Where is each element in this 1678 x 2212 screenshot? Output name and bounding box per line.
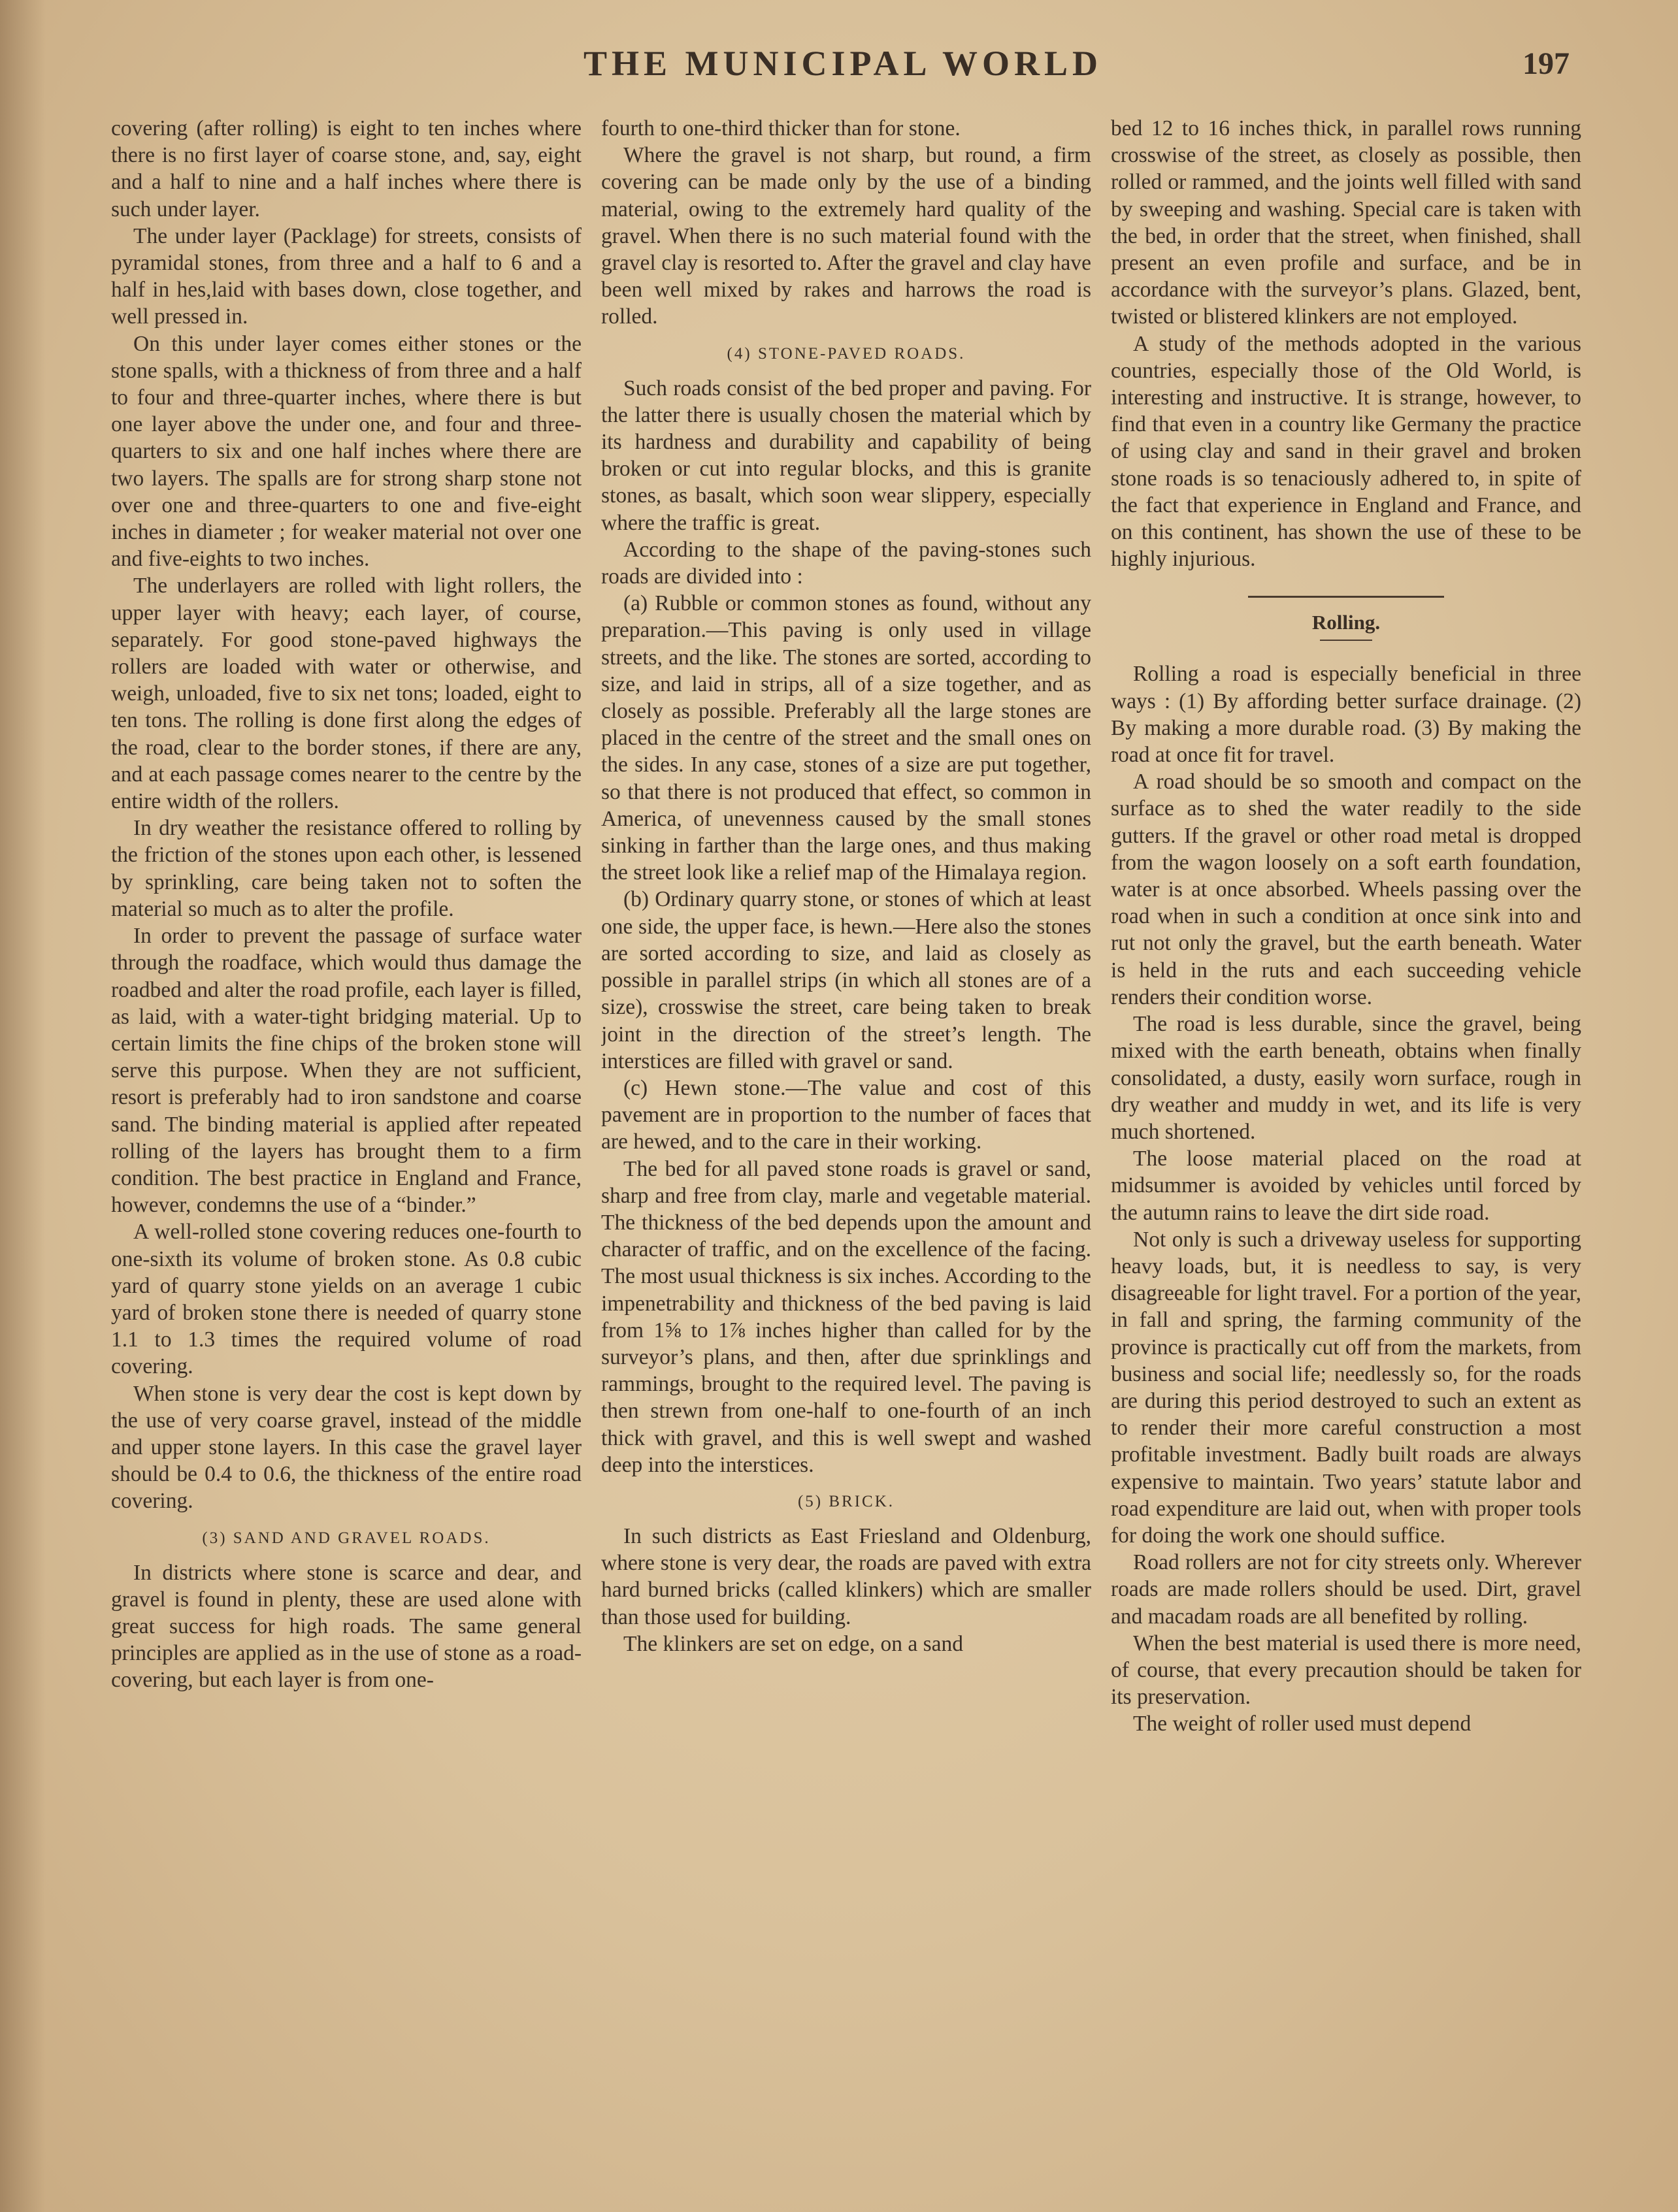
paragraph: covering (after rolling) is eight to ten inches where there is no first layer of coarse stone, and, say, eight and a half to nine and a half inches where there is such under layer. bbox=[111, 116, 582, 221]
paragraph: When stone is very dear the cost is kept down by the use of very coarse gravel, instead of the middle and upper stone layers. In this case the gravel layer should be 0.4 to 0.6, the thickness of the entire road covering. bbox=[111, 1381, 582, 1514]
paragraph: Road rollers are not for city streets only. Wherever roads are made rollers should be used. Dirt, gravel and macadam roads are all benefited by rolling. bbox=[1111, 1550, 1581, 1629]
paragraph: The loose material placed on the road at midsummer is avoided by vehicles until forced by the autumn rains to leave the dirt side road. bbox=[1111, 1147, 1581, 1225]
heading-underline bbox=[1320, 640, 1372, 641]
paragraph: (c) Hewn stone.—The value and cost of this pavement are in proportion to the number of faces that are hewed, and to the care in their working. bbox=[601, 1075, 1091, 1154]
section-divider bbox=[1248, 596, 1444, 598]
paragraph: When the best material is used there is more need, of course, that every precaution should be taken for its preservation. bbox=[1111, 1631, 1581, 1710]
paragraph: bed 12 to 16 inches thick, in parallel rows running crosswise of the street, as closely as possible, then rolled or rammed, and the joints well filled with sand by sweeping and washing. Special care is taken with the bed, in order that the street, when finished, shall present an even profile and surface, and be in accordance with the surveyor’s plans. Glazed, bent, twisted or blistered klinkers are not employed. bbox=[1111, 116, 1581, 329]
section-heading-rolling: Rolling. bbox=[1311, 611, 1381, 634]
paragraph: On this under layer comes either stones or the stone spalls, with a thickness of from three and a half to four and three-quarter inches, where there is but one layer above the under one, and four and three-quarters to six and one half inches where there are two layers. The spalls are for strong sharp stone not over one and three-quarters to one and five-eight inches in diameter ; for weaker material not over one and five-eights to two inches. bbox=[111, 331, 582, 572]
paragraph: The weight of roller used must depend bbox=[1133, 1712, 1472, 1736]
paragraph: The road is less durable, since the gravel, being mixed with the earth beneath, obtains when finally consolidated, a dusty, easily worn surface, rough in dry weather and muddy in wet, and its life is very much shortened. bbox=[1111, 1012, 1581, 1144]
paragraph: In districts where stone is scarce and dear, and gravel is found in plenty, these are used alone with great success for high roads. The same general principles are applied as in the use of stone as a road-covering, but each layer is from one- bbox=[111, 1560, 582, 1693]
column-3 bbox=[1111, 115, 1581, 2173]
paragraph: The underlayers are rolled with light rollers, the upper layer with heavy; each layer, of course, separately. For good stone-paved highways the rollers are loaded with water or otherwise, and weigh, unloaded, five to six net tons; loaded, eight to ten tons. The rolling is done first along the edges of the road, clear to the border stones, if there are any, and at each passage comes nearer to the centre by the entire width of the rollers. bbox=[111, 574, 582, 814]
publication-title: THE MUNICIPAL WORLD bbox=[583, 44, 1103, 83]
column-2 bbox=[601, 115, 1091, 2173]
paragraph: Where the gravel is not sharp, but round, a firm covering can be made only by the use of a binding material, owing to the extremely hard quality of the gravel. When there is no such material found with the gravel clay is resorted to. After the gravel and clay have been well mixed by rakes and harrows the road is rolled. bbox=[601, 143, 1091, 329]
paragraph: fourth to one-third thicker than for stone. bbox=[601, 116, 961, 140]
paragraph: Not only is such a driveway useless for supporting heavy loads, but, it is needless to say, is very disagreeable for light travel. For a portion of the year, in fall and spring, the farming community of the province is practically cut off from the markets, from business and social life; needlessly so, for the roads are during this period destroyed to such an extent as to render their more careful construction a most profitable investment. Badly built roads are always expensive to maintain. Two years’ statute labor and road expenditure are laid out, when with proper tools for doing the work one should suffice. bbox=[1111, 1227, 1581, 1548]
paragraph: According to the shape of the paving-stones such roads are divided into : bbox=[601, 537, 1091, 589]
section-heading-brick: (5) BRICK. bbox=[797, 1492, 895, 1510]
paragraph: (b) Ordinary quarry stone, or stones of which at least one side, the upper face, is hewn.—Here also the stones are sorted according to size, and laid as closely as possible in parallel strips (in which all stones are of a size), crosswise the street, care being taken to break joint in the direction of the street’s length. The interstices are filled with gravel or sand. bbox=[601, 887, 1091, 1073]
paragraph: A well-rolled stone covering reduces one-fourth to one-sixth its volume of broken stone. As 0.8 cubic yard of quarry stone yields on an average 1 cubic yard of broken stone there is needed of quarry stone 1.1 to 1.3 times the required volume of road covering. bbox=[111, 1220, 582, 1379]
paragraph: In dry weather the resistance offered to rolling by the friction of the stones upon each other, is lessened by sprinkling, care being taken not to soften the material so much as to alter the profile. bbox=[111, 816, 582, 921]
paragraph: A road should be so smooth and compact on the surface as to shed the water readily to the side gutters. If the gravel or other road metal is dropped from the wagon loosely on a soft earth foundation, water is at once absorbed. Wheels passing over the road when in such a condition at once sink into and rut not only the gravel, but the earth beneath. Water is held in the ruts and each succeeding vehicle renders their condition worse. bbox=[1111, 770, 1581, 1009]
page-number: 197 bbox=[1522, 46, 1570, 81]
paragraph: In such districts as East Friesland and Oldenburg, where stone is very dear, the roads are paved with extra hard burned bricks (called klinkers) which are smaller than those used for building. bbox=[601, 1523, 1091, 1629]
paragraph: The under layer (Packlage) for streets, consists of pyramidal stones, from three and a half to 6 and a half in hes,laid with bases down, close together, and well pressed in. bbox=[111, 223, 582, 329]
section-heading-stone-paved-roads: (4) STONE-PAVED ROADS. bbox=[727, 344, 966, 363]
section-heading-sand-gravel-roads: (3) SAND AND GRAVEL ROADS. bbox=[202, 1529, 491, 1547]
page-header bbox=[0, 39, 1678, 91]
paragraph: A study of the methods adopted in the various countries, especially those of the Old World, is interesting and instructive. It is strange, however, to find that even in a country like Germany the practice of using clay and sand in their gravel and broken stone roads is so tenaciously adhered to, in spite of the fact that experience in England and France, and on this continent, has shown the use of these to be highly injurious. bbox=[1111, 331, 1581, 572]
paragraph: In order to prevent the passage of surface water through the roadface, which would thus damage the roadbed and alter the road profile, each layer is filled, as laid, with a water-tight bridging material. Up to certain limits the fine chips of the broken stone will serve this purpose. When they are not sufficient, resort is preferably had to iron sandstone and coarse sand. The binding material is applied after repeated rolling of the layers has brought them to a firm condition. The best practice in England and France, however, condemns the use of a “binder.” bbox=[111, 924, 582, 1218]
page-edge-shadow bbox=[0, 0, 46, 2212]
column-1 bbox=[111, 115, 582, 2173]
paragraph: Such roads consist of the bed proper and paving. For the latter there is usually chosen the material which by its hardness and durability and capability of being broken or cut into regular blocks, and this is granite stones, as basalt, which soon wear slippery, especially where the traffic is great. bbox=[601, 376, 1091, 535]
paragraph: (a) Rubble or common stones as found, without any preparation.—This paving is only used in village streets, and the like. The stones are sorted, according to size, and laid in strips, all of a size together, and as closely as possible. Preferably all the large stones are placed in the centre of the street and the small ones on the sides. In any case, stones of a size are put together, so that there is not produced that effect, so common in America, of unevenness caused by the small stones sinking in farther than the large ones, and thus making the street look like a relief map of the Himalaya region. bbox=[601, 591, 1091, 885]
paragraph: The bed for all paved stone roads is gravel or sand, sharp and free from clay, marle and vegetable material. The thickness of the bed depends upon the amount and character of traffic, and on the excellence of the facing. The most usual thickness is six inches. According to the impenetrability and thickness of the bed paving is laid from 1⅝ to 1⅞ inches higher than called for by the surveyor’s plans, and then, after due sprinklings and rammings, brought to the required level. The paving is then strewn from one-half to one-fourth of an inch thick with gravel, and this is well swept and washed deep into the interstices. bbox=[601, 1156, 1091, 1477]
paragraph: The klinkers are set on edge, on a sand bbox=[623, 1631, 964, 1656]
paragraph: Rolling a road is especially beneficial in three ways : (1) By affording better surface drainage. (2) By making a more durable road. (3) By making the road at once fit for travel. bbox=[1111, 662, 1581, 768]
